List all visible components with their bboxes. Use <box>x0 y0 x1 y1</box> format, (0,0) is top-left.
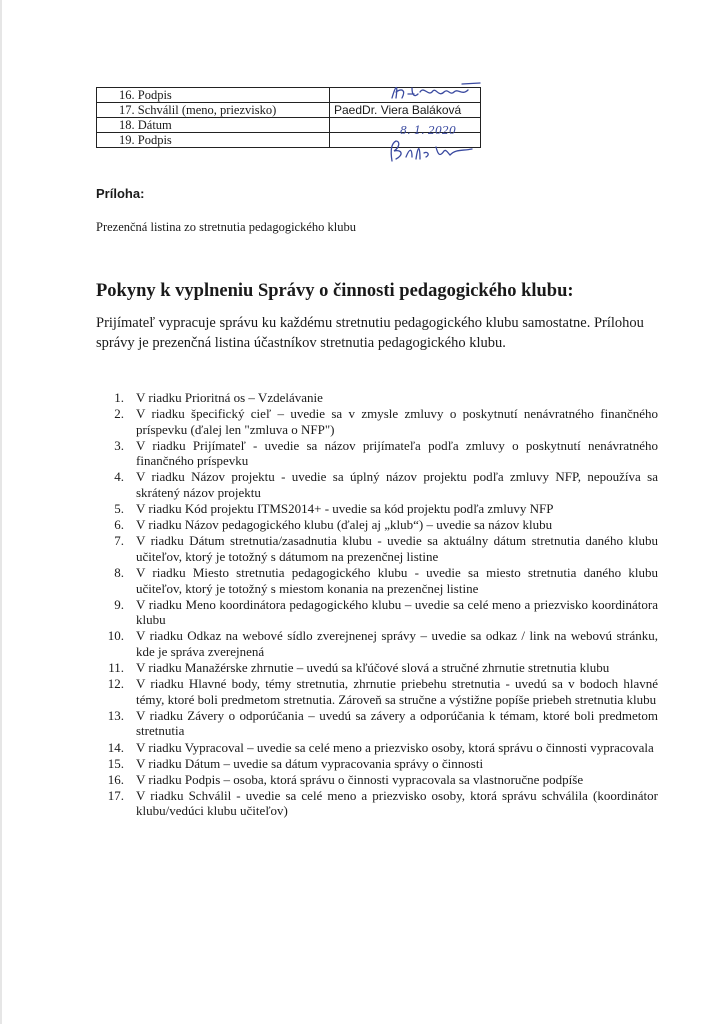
signature-table-row <box>97 103 481 118</box>
instruction-number: 2. <box>114 406 124 422</box>
instruction-item <box>96 772 658 788</box>
signature-row-value: PaedDr. Viera Baláková <box>330 103 481 118</box>
signature-row-value <box>330 133 481 148</box>
instruction-item <box>96 676 658 707</box>
instruction-item <box>96 597 658 628</box>
instruction-text: V riadku špecifický cieľ – uvedie sa v zmysle zmluvy o poskytnutí nenávratného finančného príspevku (ďalej len "zmluva o NFP") <box>136 406 658 437</box>
signature-row-value <box>330 88 481 103</box>
instruction-number: 15. <box>107 755 124 771</box>
instruction-item <box>96 469 658 500</box>
instruction-number: 16. <box>107 771 124 787</box>
instruction-text: V riadku Podpis – osoba, ktorá správu o činnosti vypracovala sa vlastnoručne podpíše <box>136 771 584 787</box>
signature-table <box>96 87 481 148</box>
instruction-number: 10. <box>107 628 124 644</box>
instruction-item <box>96 740 658 756</box>
instruction-number: 13. <box>107 707 124 723</box>
instruction-item <box>96 501 658 517</box>
instruction-item <box>96 390 658 406</box>
instruction-item <box>96 756 658 772</box>
instruction-number: 3. <box>114 437 124 453</box>
instruction-text: V riadku Názov projektu - uvedie sa úplný názov projektu podľa zmluvy NFP, nepoužíva sa skrátený názov projektu <box>136 469 658 501</box>
instruction-text: V riadku Vypracoval – uvedie sa celé meno a priezvisko osoby, ktorá správu o činnosti vypracovala <box>136 739 654 755</box>
instruction-item <box>96 660 658 676</box>
instruction-number: 17. <box>107 787 124 803</box>
signature-table-row <box>97 133 481 148</box>
instruction-text: V riadku Dátum – uvedie sa dátum vypracovania správy o činnosti <box>136 755 484 771</box>
scan-edge <box>0 0 2 1024</box>
signature-row-value <box>330 118 481 133</box>
instructions-intro: Prijímateľ vypracuje správu ku každému stretnutiu pedagogického klubu samostatne. Prílohou správy je prezenčná listina účastníkov stretnutia pedagogického klubu. <box>96 315 644 351</box>
signature-row-label: 17. Schválil (meno, priezvisko) <box>97 103 330 118</box>
instruction-number: 9. <box>114 596 124 612</box>
instruction-number: 5. <box>114 501 124 517</box>
instruction-item <box>96 406 658 437</box>
instructions-heading: Pokyny k vyplneniu Správy o činnosti pedagogického klubu: <box>96 281 574 301</box>
instruction-text: V riadku Miesto stretnutia pedagogického klubu - uvedie sa miesto stretnutia daného klubu učiteľov, ktorý je totožný s miestom konania na prezenčnej listine <box>136 565 658 596</box>
instruction-item <box>96 438 658 469</box>
instruction-item <box>96 628 658 659</box>
instruction-number: 6. <box>114 517 124 533</box>
instruction-text: V riadku Manažérske zhrnutie – uvedú sa kľúčové slová a stručné zhrnutie stretnutia klubu <box>136 660 610 676</box>
instruction-number: 1. <box>114 390 124 405</box>
instruction-text: V riadku Závery o odporúčania – uvedú sa závery a odporúčania k témam, ktoré boli predmetom stretnutia <box>136 707 658 739</box>
annex-title: Príloha: <box>96 186 145 201</box>
instruction-text: V riadku Prioritná os – Vzdelávanie <box>136 390 323 405</box>
instruction-item <box>96 533 658 564</box>
signature-row-label: 19. Podpis <box>97 133 330 148</box>
annex-text: Prezenčná listina zo stretnutia pedagogického klubu <box>96 220 356 234</box>
instruction-number: 4. <box>114 469 124 485</box>
instruction-text: V riadku Meno koordinátora pedagogického klubu – uvedie sa celé meno a priezvisko koordinátora klubu <box>136 596 658 628</box>
instruction-item <box>96 517 658 533</box>
signature-table-row <box>97 118 481 133</box>
instruction-item <box>96 565 658 596</box>
instruction-text: V riadku Dátum stretnutia/zasadnutia klubu - uvedie sa aktuálny dátum stretnutia daného klubu učiteľov, ktorý je totožný s dátumom na prezenčnej listine <box>136 533 658 564</box>
instruction-text: V riadku Schválil - uvedie sa celé meno a priezvisko osoby, ktorá správu schválila (koordinátor klubu/vedúci klubu učiteľov) <box>136 787 658 819</box>
handwritten-date-text: 8. 1. 2020 <box>400 124 456 137</box>
instruction-text: V riadku Hlavné body, témy stretnutia, zhrnutie priebehu stretnutia - uvedú sa v bodoch hlavné témy, ktoré boli predmetom stretnutia. Zároveň sa stručne a výstižne popíše priebeh stretnutia klubu <box>136 676 658 707</box>
instruction-text: V riadku Kód projektu ITMS2014+ - uvedie sa kód projektu podľa zmluvy NFP <box>136 501 554 517</box>
signature-row-label: 18. Dátum <box>97 118 330 133</box>
signature-row-label: 16. Podpis <box>97 88 330 103</box>
instruction-text: V riadku Prijímateľ - uvedie sa názov prijímateľa podľa zmluvy o poskytnutí nenávratného finančného príspevku <box>136 437 658 469</box>
instruction-item <box>96 788 658 819</box>
instruction-number: 11. <box>108 660 124 676</box>
instruction-text: V riadku Odkaz na webové sídlo zverejnenej správy – uvedie sa odkaz / link na webovú stránku, kde je správa zverejnená <box>136 628 658 659</box>
instruction-number: 8. <box>114 565 124 581</box>
instruction-item <box>96 708 658 739</box>
instruction-text: V riadku Názov pedagogického klubu (ďalej aj „klub“) – uvedie sa názov klubu <box>136 517 553 533</box>
instructions-list <box>96 390 658 820</box>
instruction-number: 14. <box>107 739 124 755</box>
instruction-number: 12. <box>107 676 124 692</box>
instruction-number: 7. <box>114 533 124 549</box>
signature-table-row <box>97 88 481 103</box>
